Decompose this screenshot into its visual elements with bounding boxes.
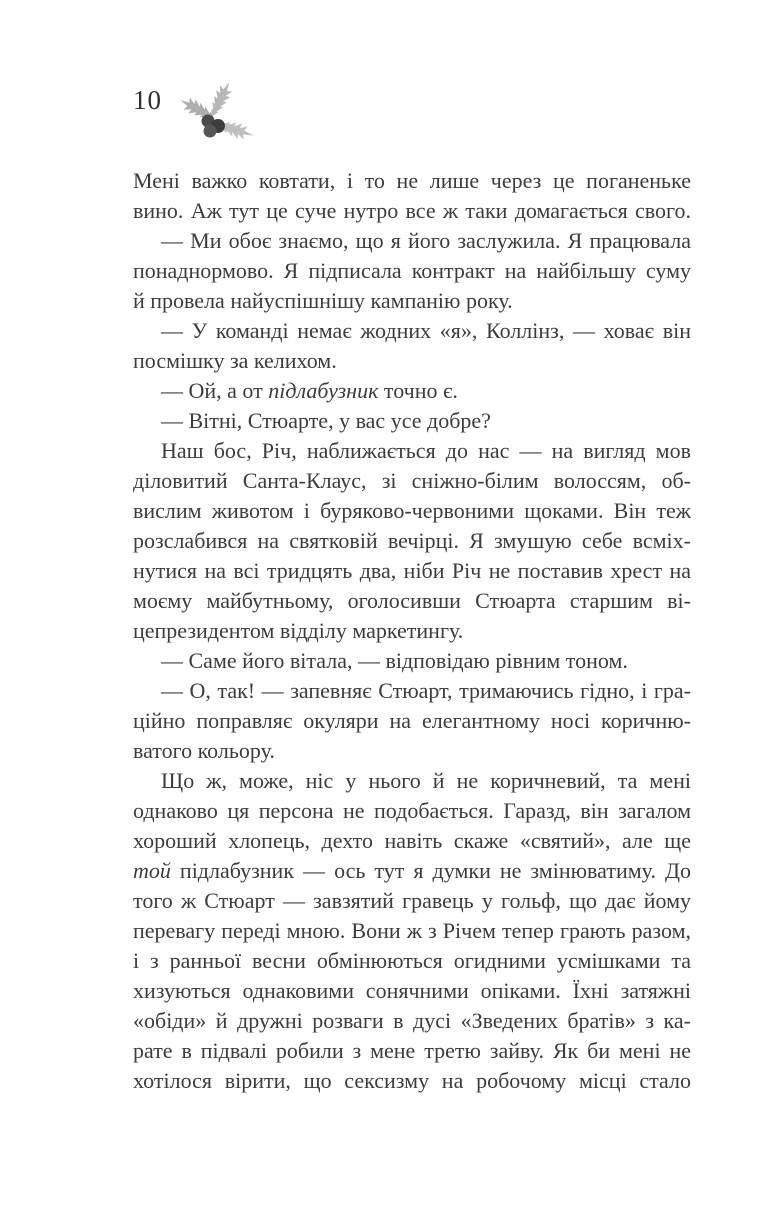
text-segment: — Вітні, Стюарте, у вас усе добре? <box>161 408 491 433</box>
text-line <box>133 1036 691 1066</box>
text-segment: ватого кольору. <box>133 738 275 763</box>
text-line <box>133 1006 691 1036</box>
text-segment: «обіди» й дружні розваги в дусі «Зведених братів» з ка- <box>133 1008 691 1033</box>
paragraph <box>133 766 691 1096</box>
paragraph <box>133 226 691 316</box>
paragraph <box>133 376 691 406</box>
text-line <box>133 916 691 946</box>
text-segment: понаднормово. Я підписала контракт на найбільшу суму <box>133 258 691 283</box>
paragraph <box>133 436 691 646</box>
text-segment: — У команді немає жодних «я», Коллінз, — ховає він <box>161 318 691 343</box>
text-segment: — Саме його вітала, — відповідаю рівним тоном. <box>161 648 628 673</box>
paragraph <box>133 676 691 766</box>
body-text <box>133 166 691 1096</box>
text-segment: рате в підвалі робили з мене третю зайву. Як би мені не <box>133 1038 691 1063</box>
text-line <box>133 496 691 526</box>
paragraph <box>133 646 691 676</box>
text-line <box>133 946 691 976</box>
text-line <box>133 736 691 766</box>
text-line <box>133 556 691 586</box>
text-segment: того ж Стюарт — завзятий гравець у гольф, що дає йому <box>133 888 691 913</box>
text-segment: Що ж, може, ніс у нього й не коричневий, та мені <box>161 768 691 793</box>
paragraph <box>133 316 691 376</box>
text-segment: ційно поправляє окуляри на елегантному носі коричню- <box>133 708 691 733</box>
text-segment: вино. Аж тут це суче нутро все ж таки домагається свого. <box>133 198 691 223</box>
text-line <box>133 376 691 406</box>
text-segment: діловитий Санта-Клаус, зі сніжно-білим волоссям, об- <box>133 468 691 493</box>
text-segment: Мені важко ковтати, і то не лише через це поганеньке <box>133 168 691 193</box>
text-segment: нутися на всі тридцять два, ніби Річ не поставив хрест на <box>133 558 691 583</box>
text-segment: хотілося вірити, що сексизму на робочому місці стало <box>133 1068 691 1093</box>
text-line <box>133 526 691 556</box>
text-segment: моєму майбутньому, оголосивши Стюарта старшим ві- <box>133 588 691 613</box>
page-number: 10 <box>133 85 162 115</box>
text-segment: й провела найуспішнішу кампанію року. <box>133 288 513 313</box>
text-line <box>133 316 691 346</box>
text-segment: розслабився на святковій вечірці. Я змушую себе всміх- <box>133 528 691 553</box>
text-segment: вислим животом і буряково-червоними щоками. Він теж <box>133 498 691 523</box>
text-segment: і з ранньої весни обмінюються огидними усмішками та <box>133 948 691 973</box>
text-segment: хизуються однаковими сонячними опіками. Їхні затяжні <box>133 978 691 1003</box>
text-line <box>133 196 691 226</box>
text-line <box>133 406 691 436</box>
text-line <box>133 166 691 196</box>
text-line <box>133 676 691 706</box>
text-line <box>133 976 691 1006</box>
text-segment: посмішку за келихом. <box>133 348 337 373</box>
text-line <box>133 616 691 646</box>
text-segment: точно є. <box>378 378 458 403</box>
paragraph <box>133 166 691 226</box>
text-segment: — О, так! — запевняє Стюарт, тримаючись гідно, і гра- <box>161 678 691 703</box>
text-line <box>133 226 691 256</box>
text-segment: цепрезидентом відділу маркетингу. <box>133 618 464 643</box>
text-line <box>133 346 691 376</box>
italic-text: підлабузник <box>268 378 379 403</box>
italic-text: той <box>133 858 171 883</box>
text-line <box>133 436 691 466</box>
page-header <box>133 74 262 144</box>
text-line <box>133 466 691 496</box>
text-line <box>133 886 691 916</box>
text-line <box>133 796 691 826</box>
text-line <box>133 706 691 736</box>
text-segment: — Ми обоє знаємо, що я його заслужила. Я працювала <box>161 228 691 253</box>
text-line <box>133 766 691 796</box>
text-line <box>133 646 691 676</box>
paragraph <box>133 406 691 436</box>
text-segment: перевагу переді мною. Вони ж з Річем тепер грають разом, <box>133 918 691 943</box>
text-line <box>133 286 691 316</box>
text-line <box>133 586 691 616</box>
holly-icon <box>178 76 262 144</box>
text-segment: однаково ця персона не подобається. Гаразд, він загалом <box>133 798 691 823</box>
text-segment: хороший хлопець, дехто навіть скаже «святий», але ще <box>133 828 691 853</box>
text-line <box>133 826 691 856</box>
text-segment: Наш бос, Річ, наближається до нас — на вигляд мов <box>161 438 691 463</box>
text-segment: підлабузник — ось тут я думки не змінюватиму. До <box>170 858 691 883</box>
text-segment: — Ой, а от <box>161 378 269 403</box>
text-line <box>133 256 691 286</box>
text-line <box>133 856 691 886</box>
text-line <box>133 1066 691 1096</box>
